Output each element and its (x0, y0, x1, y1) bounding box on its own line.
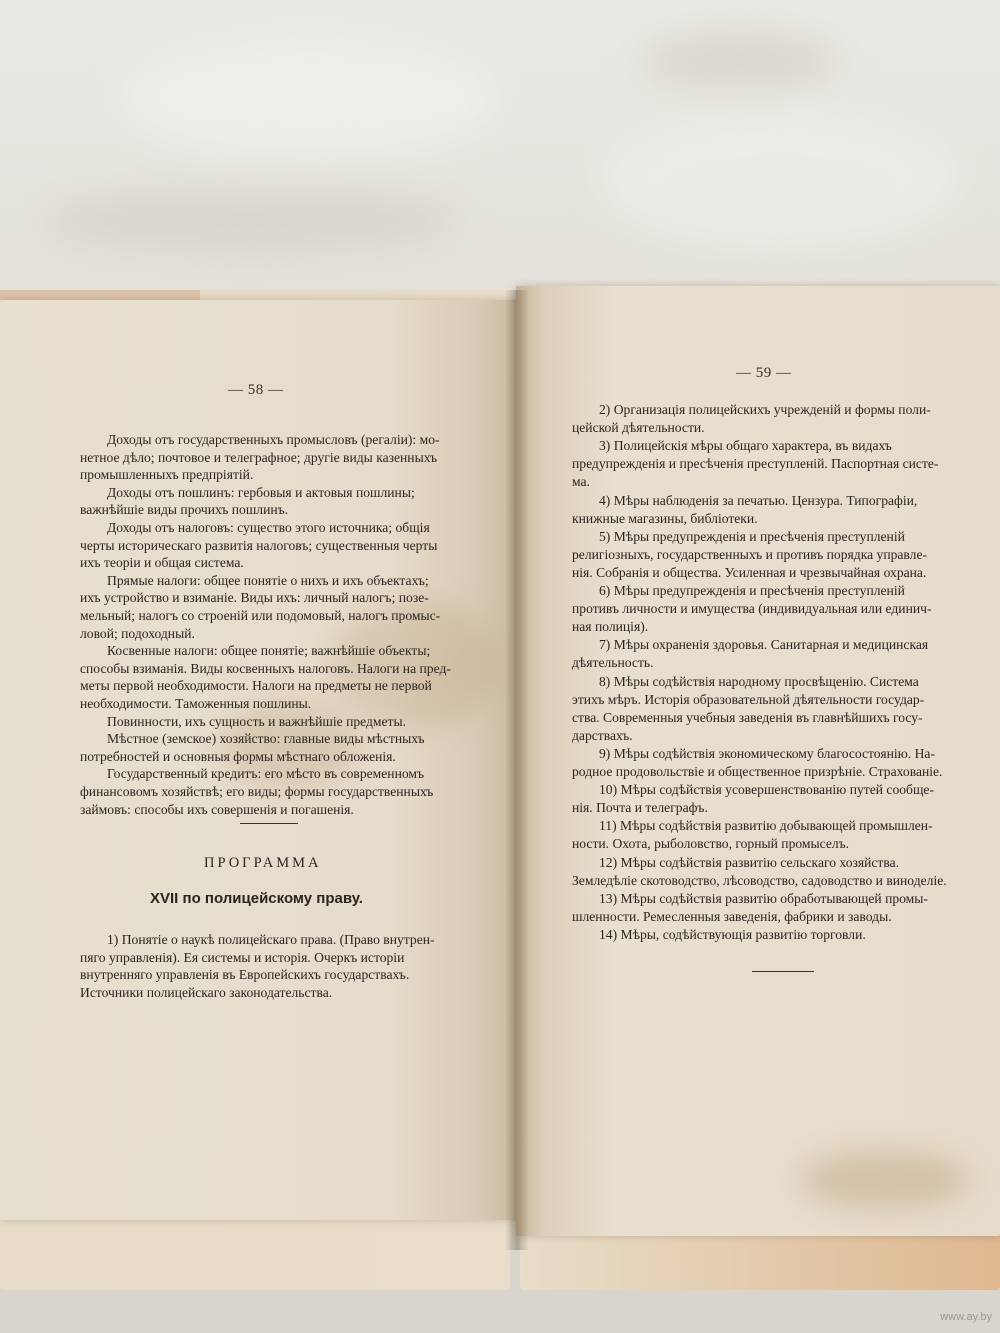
text-line: нія. Собранія и общества. Усиленная и чрезвычайная охрана. (572, 564, 927, 580)
text-line: Доходы отъ налоговъ: существо этого источника; общія (107, 520, 430, 535)
text-line: финансовомъ хозяйствѣ; его виды; формы государственныхъ (80, 784, 434, 799)
text-line: Государственный кредитъ: его мѣсто въ современномъ (107, 766, 425, 782)
section-divider-right (752, 971, 814, 972)
text-line: 4) Мѣры наблюденія за печатью. Цензура. Типографіи, (599, 492, 918, 508)
text-line: религіозныхъ, государственныхъ и противъ порядка управле- (572, 546, 928, 562)
text-line: Повинности, ихъ сущность и важнѣйшіе предметы. (107, 713, 407, 729)
text-line: важнѣйшіе виды прочихъ пошлинъ. (80, 502, 289, 518)
text-line: необходимости. Таможенныя пошлины. (80, 696, 312, 711)
text-line: Земледѣліе скотоводство, лѣсоводство, садоводство и виноделіе. (572, 872, 947, 888)
text-line: мельный; налогъ со строеній или подомовый, налогъ промыс- (80, 608, 441, 623)
text-line: 9) Мѣры содѣйствія экономическому благосостоянію. На- (599, 745, 935, 761)
watermark: www.ay.by (940, 1311, 992, 1323)
section-heading: XVII по полицейскому праву. (150, 890, 363, 907)
text-line: потребностей и основныя формы мѣстнаго обложенія. (80, 748, 396, 764)
text-line: займовъ: способы ихъ совершенія и погашенія. (80, 801, 354, 817)
text-line: 10) Мѣры содѣйствія усовершенствованію путей сообще- (599, 782, 934, 798)
program-heading: ПРОГРАММА (204, 855, 322, 871)
text-line: предупрежденія и пресѣченія преступленій. Паспортная систе- (572, 456, 939, 472)
text-line: ихъ устройство и взиманіе. Виды ихъ: личный налогъ; позе- (80, 590, 429, 606)
text-line: 5) Мѣры предупрежденія и пресѣченія преступленій (599, 528, 905, 544)
text-line: Косвенные налоги: общее понятіе; важнѣйшіе объекты; (107, 643, 431, 659)
text-line: книжные магазины, библіотеки. (572, 510, 758, 526)
text-line: ма. (572, 474, 590, 490)
text-line: 11) Мѣры содѣйствія развитію добывающей промышлен- (599, 818, 933, 834)
text-line: черты историческаго развитія налоговъ; существенныя черты (80, 537, 438, 553)
text-line: промышленныхъ предпріятій. (80, 467, 254, 483)
section-divider-left (240, 823, 298, 824)
text-line: цейской дѣятельности. (572, 420, 705, 436)
right-page-number: — 59 — (736, 365, 792, 381)
text-line: ихъ теоріи и общая система. (80, 555, 244, 571)
page-stain (800, 1150, 970, 1210)
cloth-fold-shadow (40, 190, 460, 250)
text-line: пяго управленія). Ея системы и исторія. Очеркъ исторіи (80, 949, 405, 965)
text-line: ловой; подоходный. (80, 625, 195, 641)
text-line: 13) Мѣры содѣйствія развитію обработывающей промы- (599, 890, 928, 906)
text-line: внутренняго управленія въ Европейскихъ государствахъ. (80, 967, 410, 983)
text-line: ности. Охота, рыболовство, горный промыселъ. (572, 836, 850, 852)
text-line: Доходы отъ государственныхъ промысловъ (регаліи): мо- (107, 432, 440, 447)
text-line: шленности. Ремесленныя заведенія, фабрики и заводы. (572, 908, 892, 924)
text-line: Прямые налоги: общее понятіе о нихъ и ихъ объектахъ; (107, 572, 429, 588)
text-line: нія. Почта и телеграфъ. (572, 800, 708, 816)
cloth-fold-shadow (640, 30, 840, 90)
cloth-fold (120, 40, 500, 160)
text-line: 6) Мѣры предупрежденія и пресѣченія преступленій (599, 583, 905, 598)
text-line: этихъ мѣръ. Исторія образовательной дѣятельности государ- (572, 691, 925, 707)
text-line: нетное дѣло; почтовое и телеграфное; другіе виды казенныхъ (80, 449, 438, 465)
text-line: ная полиція). (572, 619, 649, 635)
text-line: дѣятельность. (572, 655, 654, 671)
text-line: 12) Мѣры содѣйствія развитію сельскаго хозяйства. (599, 854, 900, 870)
left-page-number: — 58 — (228, 382, 284, 398)
text-line: меты первой необходимости. Налоги на предметы не первой (80, 678, 432, 694)
book-gutter (506, 290, 528, 1250)
text-line: Мѣстное (земское) хозяйство: главные виды мѣстныхъ (107, 731, 425, 747)
text-line: 1) Понятіе о наукѣ полицейскаго права. (Право внутрен- (107, 932, 435, 947)
text-line: Доходы отъ пошлинъ: гербовыя и актовыя пошлины; (107, 484, 415, 500)
text-line: 8) Мѣры содѣйствія народному просвѣщенію. Система (599, 673, 919, 689)
text-line: дарствахъ. (572, 727, 633, 743)
text-line: 3) Полицейскія мѣры общаго характера, въ видахъ (599, 438, 892, 454)
text-line: 14) Мѣры, содѣйствующія развитію торговли. (599, 926, 866, 942)
text-line: 2) Организація полицейскихъ учрежденій и формы поли- (599, 402, 931, 417)
text-line: 7) Мѣры охраненія здоровья. Санитарная и медицинская (599, 637, 929, 653)
text-line: Источники полицейскаго законодательства. (80, 984, 333, 1000)
text-line: противъ личности и имущества (индивидуальная или единич- (572, 601, 932, 617)
text-line: родное продовольствіе и общественное призрѣніе. Страхованіе. (572, 764, 943, 779)
open-book (0, 270, 1000, 1310)
cloth-fold (600, 110, 960, 250)
text-line: ства. Современныя учебныя заведенія въ главнѣйшихъ госу- (572, 709, 923, 725)
text-line: способы взиманія. Виды косвенныхъ налоговъ. Налоги на пред- (80, 660, 451, 676)
